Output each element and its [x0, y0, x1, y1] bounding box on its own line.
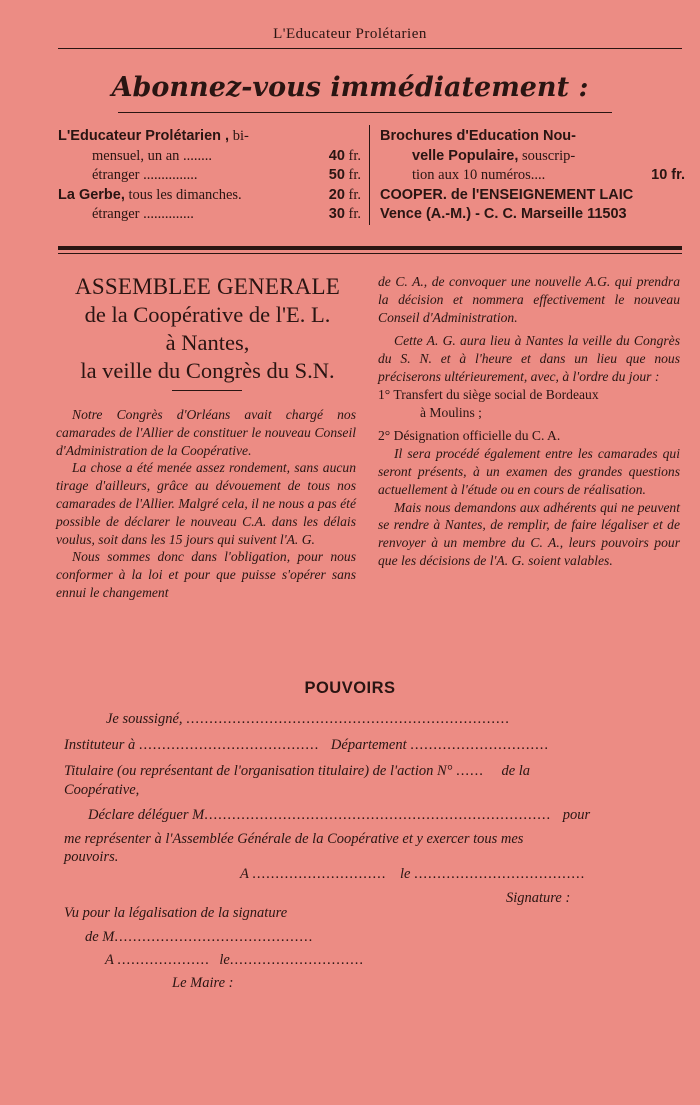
fill-in-field[interactable]: .............................. — [410, 737, 549, 753]
article-paragraph: Cette A. G. aura lieu à Nantes la veille du Congrès du S. N. et à l'heure et dans un lieu que nous préciserons ultérieurement, avec, à l'ordre du jour : — [378, 333, 680, 384]
publication-title: L'Educateur Prolétarien , — [58, 128, 230, 144]
fill-in-field[interactable]: ...... — [456, 763, 484, 779]
publisher-name: COOPER. de l'ENSEIGNEMENT LAIC — [380, 186, 634, 203]
subscription-row: mensuel, un an ........ 40 fr. — [92, 147, 361, 164]
form-title: POUVOIRS — [304, 679, 396, 697]
article-paragraph: de C. A., de convoquer une nouvelle A.G. qui prendra la décision et nommera effectivement le nouveau Conseil d'Administration. — [378, 274, 680, 325]
running-head: L'Educateur Prolétarien — [273, 26, 427, 42]
article-right-column — [378, 273, 680, 570]
form-line-representer: me représenter à l'Assemblée Générale de la Coopérative et y exercer tous mes — [64, 831, 524, 847]
form-line-place-date: A ............................. le ..................................... — [240, 866, 586, 882]
head-rule — [58, 48, 682, 49]
form-line-de-m: de M........................................... — [85, 929, 314, 945]
fill-in-field[interactable]: ........................................... — [114, 929, 314, 945]
article-paragraph: Nous sommes donc dans l'obligation, pour nous conformer à la loi et pour que puisse s'opérer sans ennui le changement — [56, 549, 356, 600]
form-line-soussigne: Je soussigné, ...................................................................... — [106, 711, 510, 727]
signature-label: Signature : — [506, 890, 571, 906]
subscription-banner: Abonnez-vous immédiatement : — [111, 72, 589, 103]
article-left-column — [56, 406, 356, 602]
subscription-row: La Gerbe, tous les dimanches. 20 fr. — [58, 186, 361, 203]
section-rule-thin — [58, 253, 682, 254]
form-line-cooperative: Coopérative, — [64, 782, 140, 798]
agenda-item: 2° Désignation officielle du C. A. — [378, 428, 561, 444]
banner-rule — [118, 112, 612, 113]
article-title: ASSEMBLEE GENERALE de la Coopérative de l'E. L. à Nantes, la veille du Congrès du S.N. — [75, 274, 340, 383]
form-line-titulaire: Titulaire (ou représentant de l'organisation titulaire) de l'action N° ...... de la — [64, 763, 531, 779]
form-line-place-date-2: A .................... le............................. — [105, 952, 364, 968]
subscription-right-column: Brochures d'Education Nou- velle Populaire, souscrip- tion aux 10 numéros.... 10 fr. COOPER. de l'ENSEIGNEMENT LAIC Vence (A.-M.) - C. C. Marseille 11503 — [380, 127, 685, 225]
subscription-row: étranger ............... 50 fr. — [92, 167, 361, 183]
title-divider — [172, 390, 242, 391]
legalisation-line: Vu pour la légalisation de la signature — [64, 905, 288, 921]
fill-in-field[interactable]: .................... — [117, 952, 210, 968]
subscription-row: étranger .............. 30 fr. — [92, 206, 361, 222]
fill-in-field[interactable]: ........................................................................... — [204, 807, 552, 823]
fill-in-field[interactable]: ............................. — [252, 866, 387, 882]
form-line-declare: Déclare déléguer M........................................................................... pour — [88, 807, 591, 823]
fill-in-field[interactable]: ............................. — [229, 952, 364, 968]
publisher-address: Vence (A.-M.) - C. C. Marseille 11503 — [380, 206, 627, 222]
subscription-row: L'Educateur Prolétarien , bi- — [58, 128, 249, 144]
mayor-label: Le Maire : — [172, 975, 234, 991]
section-rule — [58, 246, 682, 250]
fill-in-field[interactable]: ....................................... — [138, 737, 320, 753]
publication-title: La Gerbe, — [58, 186, 125, 203]
subscription-left-column — [58, 127, 361, 225]
agenda-item: 1° Transfert du siège social de Bordeaux à Moulins ; — [378, 386, 599, 420]
form-line-pouvoirs: pouvoirs. — [64, 849, 119, 865]
article-paragraph: Il sera procédé également entre les camarades qui seront présents, à un examen des grandes questions actuellement à l'étude ou en cours de réalisation. — [378, 446, 680, 497]
article-paragraph: La chose a été menée assez rondement, sans aucun tirage d'ailleurs, grâce au dévouement de tous nos camarades de l'Allier. Malgré cela, il ne nous a pas été possible de déclarer le nouveau C.A. dans les délais voulus, soit dans les 15 jours qui suivent l'A. G. — [56, 460, 356, 547]
fill-in-field[interactable]: ..................................... — [414, 866, 586, 882]
form-line-instituteur: Instituteur à ....................................... Département .............................. — [64, 737, 549, 753]
fill-in-field[interactable]: ...................................................................... — [186, 711, 510, 727]
article-paragraph: Notre Congrès d'Orléans avait chargé nos camarades de l'Allier de constituer le nouveau Conseil d'Administration de la Coopérative. — [56, 407, 356, 458]
article-paragraph: Mais nous demandons aux adhérents qui ne peuvent se rendre à Nantes, de remplir, de faire légaliser et de renvoyer à un membre du C. A., leurs pouvoirs pour que les décisions de l'A. G. soient valables. — [378, 499, 680, 568]
column-divider — [369, 125, 370, 225]
